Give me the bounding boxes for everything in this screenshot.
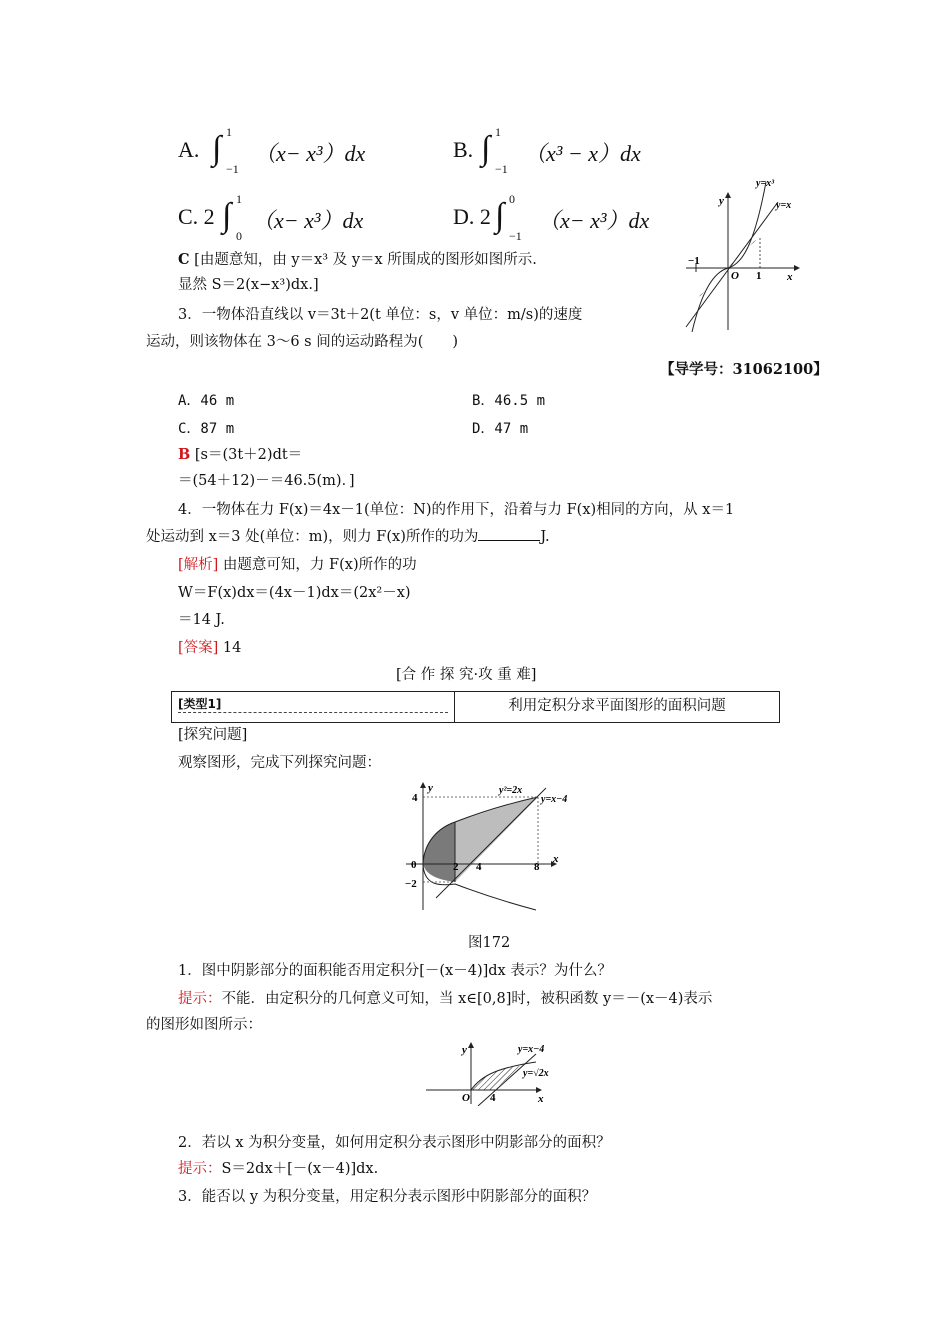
x2-label: 2: [453, 861, 459, 873]
option-d-lower-limit: −1: [509, 229, 522, 243]
p1-hint-line2: 的图形如图所示：: [146, 1017, 262, 1033]
y-label: y: [428, 782, 433, 794]
x-label: x: [538, 1093, 544, 1105]
small-figure: [426, 1040, 576, 1106]
p3-question: 3．能否以 y 为积分变量，用定积分表示图形中阴影部分的面积？: [178, 1189, 597, 1205]
section-title: [合 作 探 究·攻 重 难]: [396, 667, 537, 683]
cubic-figure: [682, 172, 812, 332]
q4-line1: 4．一物体在力 F(x)＝4x－1(单位：N)的作用下，沿着与力 F(x)相同的方向，从 x＝1: [178, 502, 735, 518]
q3-option-b: B．46.5 m: [472, 393, 546, 409]
y-neg2-label: −2: [405, 878, 417, 890]
q4-line2-post: J.: [540, 529, 550, 545]
q2-answer-text: [由题意知，由 y＝x³ 及 y＝x 所围成的图形如图所示.: [189, 252, 537, 268]
origin-label: O: [462, 1092, 470, 1104]
q2-answer: [178, 251, 537, 269]
integral-sign-icon: ∫: [222, 197, 232, 234]
option-c-label: C. 2: [178, 204, 215, 229]
answer-tag: [答案]: [178, 640, 219, 656]
curve1-label: y=x³: [756, 178, 775, 189]
q4-line2-pre: 处运动到 x＝3 处(单位：m)，则力 F(x)所作的功为: [146, 529, 479, 545]
option-d-upper-limit: 0: [509, 192, 515, 206]
q3-option-a: A．46 m: [178, 393, 235, 409]
parabola-label: y²=2x: [499, 785, 523, 796]
option-b-label: B.: [453, 137, 474, 162]
y-label: y: [462, 1044, 467, 1056]
one-label: 1: [756, 270, 762, 282]
option-c-lower-limit: 0: [236, 229, 242, 243]
q4-work2: ＝14 J.: [178, 612, 225, 628]
observe-text: 观察图形，完成下列探究问题：: [178, 755, 381, 771]
guide-number: 【导学号：31062100】: [660, 361, 828, 378]
q3-answer: [178, 446, 302, 464]
integral-sign-icon: ∫: [212, 130, 222, 167]
x-arrow-icon: [794, 265, 800, 271]
answer-value: 14: [218, 640, 242, 656]
type-header-table: [171, 691, 780, 723]
analysis-text: 由题意可知，力 F(x)所作的功: [218, 557, 417, 573]
option-c-upper-limit: 1: [236, 192, 242, 206]
q3-option-c: C．87 m: [178, 421, 235, 437]
curve-y-equals-x-cubed: [692, 182, 766, 332]
hint-tag: 提示：: [178, 991, 222, 1007]
neg-one-label: −1: [688, 255, 700, 267]
option-d-integrand: （x− x³）dx: [538, 208, 650, 233]
line-y-equals-x: [686, 202, 778, 327]
option-a-integrand: （x− x³）dx: [254, 141, 366, 166]
analysis-tag: [解析]: [178, 557, 219, 573]
type-label: [类型1]: [178, 697, 222, 711]
option-a-upper-limit: 1: [226, 125, 232, 139]
hint-tag: 提示：: [178, 1161, 222, 1177]
line-label: y=x−4: [518, 1044, 545, 1055]
option-a-label: A.: [178, 137, 200, 162]
x8-label: 8: [534, 861, 540, 873]
hint-text: 不能．由定积分的几何意义可知，当 x∈[0,8]时，被积函数 y＝－(x－4)表示: [221, 991, 713, 1007]
figure-caption: 图172: [468, 935, 511, 951]
curve2-label: y=x: [776, 200, 792, 211]
q4-work1: W＝F(x)dx＝(4x－1)dx＝(2x²－x): [178, 585, 411, 601]
p1-question: 1．图中阴影部分的面积能否用定积分[－(x－4)]dx 表示？为什么？: [178, 963, 612, 979]
option-b-upper-limit: 1: [495, 125, 501, 139]
x0-label: 0: [411, 859, 417, 871]
option-b-integrand: （x³ − x）dx: [524, 141, 641, 166]
integral-sign-icon: ∫: [481, 130, 491, 167]
x4-label: 4: [490, 1092, 496, 1104]
y-arrow-icon: [725, 192, 731, 198]
type-title: 利用定积分求平面图形的面积问题: [508, 698, 726, 714]
y4-label: 4: [412, 792, 418, 804]
q4-analysis: [178, 556, 417, 574]
p2-question: 2．若以 x 为积分变量，如何用定积分表示图形中阴影部分的面积？: [178, 1135, 611, 1151]
x-label: x: [787, 271, 793, 283]
y-arrow-icon: [420, 782, 426, 788]
curve-label: y=√2x: [523, 1068, 549, 1079]
q4-answer: [178, 639, 241, 657]
origin-label: O: [731, 270, 739, 282]
q3-answer-letter: B: [178, 446, 191, 463]
hint-text: S＝2dx＋[－(x－4)]dx.: [221, 1161, 379, 1177]
option-a-lower-limit: −1: [226, 162, 239, 176]
line-label: y=x−4: [541, 794, 568, 805]
dash-divider: [178, 712, 448, 713]
q3-option-d: D．47 m: [472, 421, 529, 437]
explore-tag: [探究问题]: [178, 727, 248, 743]
integral-sign-icon: ∫: [495, 197, 505, 234]
y-label: y: [719, 195, 724, 207]
q3-answer-text: [s＝(3t＋2)dt＝: [190, 447, 303, 463]
q3-line2: 运动，则该物体在 3～6 s 间的运动路程为( ): [146, 334, 459, 350]
option-b-lower-limit: −1: [495, 162, 508, 176]
q3-line1: 3．一物体沿直线以 v＝3t＋2(t 单位：s，v 单位：m/s)的速度: [178, 307, 583, 323]
light-shaded-region: [455, 797, 538, 882]
x-label: x: [553, 853, 559, 865]
option-c-integrand: （x− x³）dx: [252, 208, 364, 233]
type-cell: [172, 692, 455, 722]
answer-blank: [478, 528, 540, 541]
shaded-region: [471, 1066, 522, 1090]
q2-answer-line2: 显然 S＝2(x−x³)dx.]: [178, 277, 319, 293]
p2-hint: [178, 1160, 378, 1178]
q4-line2: [146, 528, 550, 546]
x4-label: 4: [476, 861, 482, 873]
p1-hint: [178, 990, 712, 1008]
figure-172: [396, 780, 596, 916]
option-d-label: D. 2: [453, 204, 491, 229]
y-arrow-icon: [468, 1042, 474, 1048]
q2-answer-letter: C: [178, 251, 190, 268]
q3-answer-line2: ＝(54＋12)－＝46.5(m)．]: [178, 473, 355, 489]
